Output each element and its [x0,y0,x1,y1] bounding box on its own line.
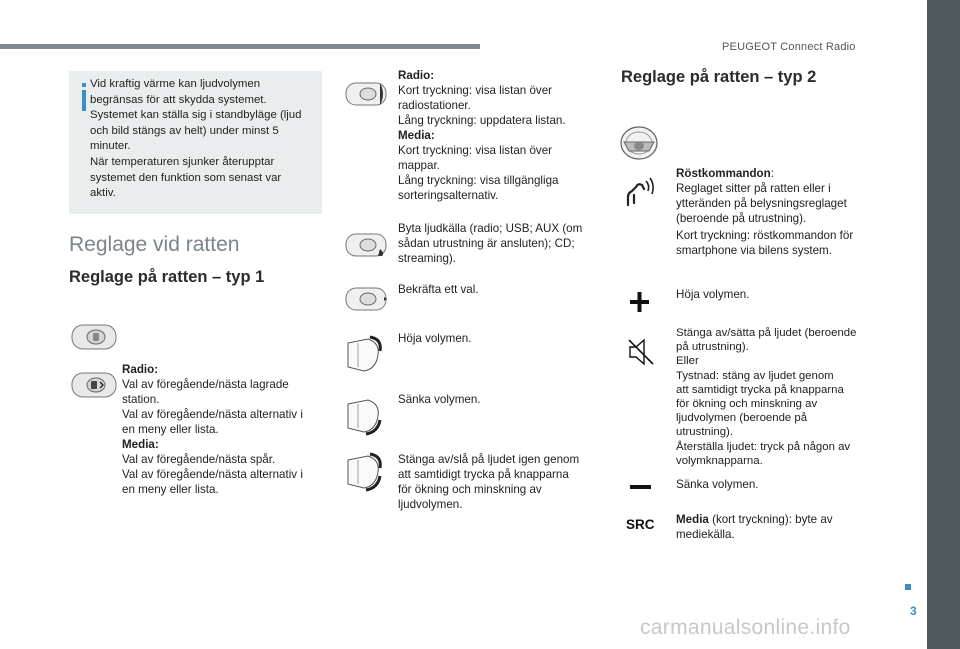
text-line: Eller [676,355,699,368]
note-line: och bild stängs av helt) under minst 5 [90,124,279,137]
label-media: Media [676,513,709,526]
type2-voice-text [676,166,886,258]
plus-icon [629,291,651,313]
type2-mute-text [676,326,886,468]
label-voice: Röstkommandon [676,167,771,180]
note-line: Vid kraftig värme kan ljudvolymen [90,78,261,90]
col2-volume-down-text: Sänka volymen. [398,393,481,406]
text-line: volymknapparna. [676,454,763,467]
text-line: Val av föregående/nästa alternativ i [122,468,303,481]
text-line: Återställa ljudet: tryck på någon av [676,440,851,453]
text-line: att samtidigt trycka på knapparna [676,383,844,396]
steering-wheel-icon [619,125,659,161]
label-radio: Radio: [122,363,159,376]
note-line: systemet den funktion som senast var [90,171,282,184]
mute-lever-icon [344,452,386,492]
confirm-button-icon [344,285,390,313]
scroll-wheel-icon [70,370,120,400]
info-icon [78,83,90,111]
src-icon: SRC [626,517,655,532]
side-tab [927,0,960,649]
type2-media-text [676,512,886,542]
note-line: När temperaturen sjunker återupptar [90,155,275,168]
text-line: mediekälla. [676,528,735,541]
text-line: sorteringsalternativ. [398,189,499,202]
voice-colon: : [770,167,774,180]
section-title: Reglage vid ratten [69,233,240,256]
volume-down-lever-icon [344,396,386,436]
text-line: en meny eller lista. [122,483,219,496]
note-box [69,71,322,214]
type1-radio-media-text [122,362,322,497]
label-media: Media: [122,438,159,451]
type2-volume-up-text: Höja volymen. [676,288,750,301]
voice-command-icon [622,177,658,209]
col2-volume-up-text: Höja volymen. [398,332,472,345]
text-line: på utrustning). [676,341,749,354]
text-line: att samtidigt trycka på knapparna [398,468,569,481]
text-line: för ökning och minskning av [676,398,818,411]
type2-title: Reglage på ratten – typ 2 [621,68,817,86]
text-line: Val av föregående/nästa spår. [122,453,276,466]
text-line: Tystnad: stäng av ljudet genom [676,369,834,382]
text-line: smartphone via bilens system. [676,244,832,257]
voice-heading [676,166,886,181]
text-line: ljudvolymen (beroende på [676,412,808,425]
note-line: Systemet kan ställa sig i standbyläge (ljud [90,109,302,122]
text-line: Kort tryckning: visa listan över [398,84,552,97]
text-line: streaming). [398,252,456,265]
minus-icon [630,483,652,491]
text-line: (beroende på utrustning). [676,212,807,225]
text-line: Stänga av/slå på ljudet igen genom [398,453,580,466]
note-line: aktiv. [90,187,116,200]
page-header-title: PEUGEOT Connect Radio [722,41,856,53]
text-line: radiostationer. [398,99,471,112]
col2-confirm-text: Bekräfta ett val. [398,283,479,296]
watermark: carmanualsonline.info [640,616,851,639]
type1-title: Reglage på ratten – typ 1 [69,268,265,286]
text-line: Kort tryckning: visa listan över [398,144,552,157]
text-line: ljudvolymen. [398,498,463,511]
col2-radio-media-text [398,68,598,203]
volume-up-lever-icon [344,335,386,375]
type2-volume-down-text: Sänka volymen. [676,478,759,491]
source-button-icon [344,231,390,259]
text-line: mappar. [398,159,440,172]
label-media: Media: [398,129,435,142]
note-line: minuter. [90,140,131,153]
text-line: sådan utrustning är ansluten); CD; [398,237,575,250]
text-line: Val av föregående/nästa alternativ i [122,408,303,421]
text-line: Stänga av/sätta på ljudet (beroende [676,327,857,339]
text-line: Kort tryckning: röstkommandon för [676,229,854,242]
text-line: ytteränden på belysningsreglaget [676,197,847,210]
media-line [676,512,886,527]
col2-mute-text [398,452,598,512]
text-line: Reglaget sitter på ratten eller i [676,182,831,195]
label-radio: Radio: [398,69,435,82]
page-number: 3 [910,604,917,618]
col2-source-text [398,221,598,266]
steering-control-icon [70,322,120,352]
text-line: Byta ljudkälla (radio; USB; AUX (om [398,222,583,235]
text-line: Lång tryckning: visa tillgängliga [398,174,559,187]
text-line: för ökning och minskning av [398,483,542,496]
list-button-icon [344,80,390,108]
header-rule [0,44,480,49]
text-line: utrustning). [676,426,733,439]
text-line: station. [122,393,160,406]
text-line: en meny eller lista. [122,423,219,436]
note-line: begränsas för att skydda systemet. [90,93,267,106]
page-marker [905,584,911,590]
text-line: Val av föregående/nästa lagrade [122,378,289,391]
note-text [90,77,322,202]
media-rest: (kort tryckning): byte av [708,513,833,526]
mute-icon [626,337,656,367]
text-line: Lång tryckning: uppdatera listan. [398,114,566,127]
